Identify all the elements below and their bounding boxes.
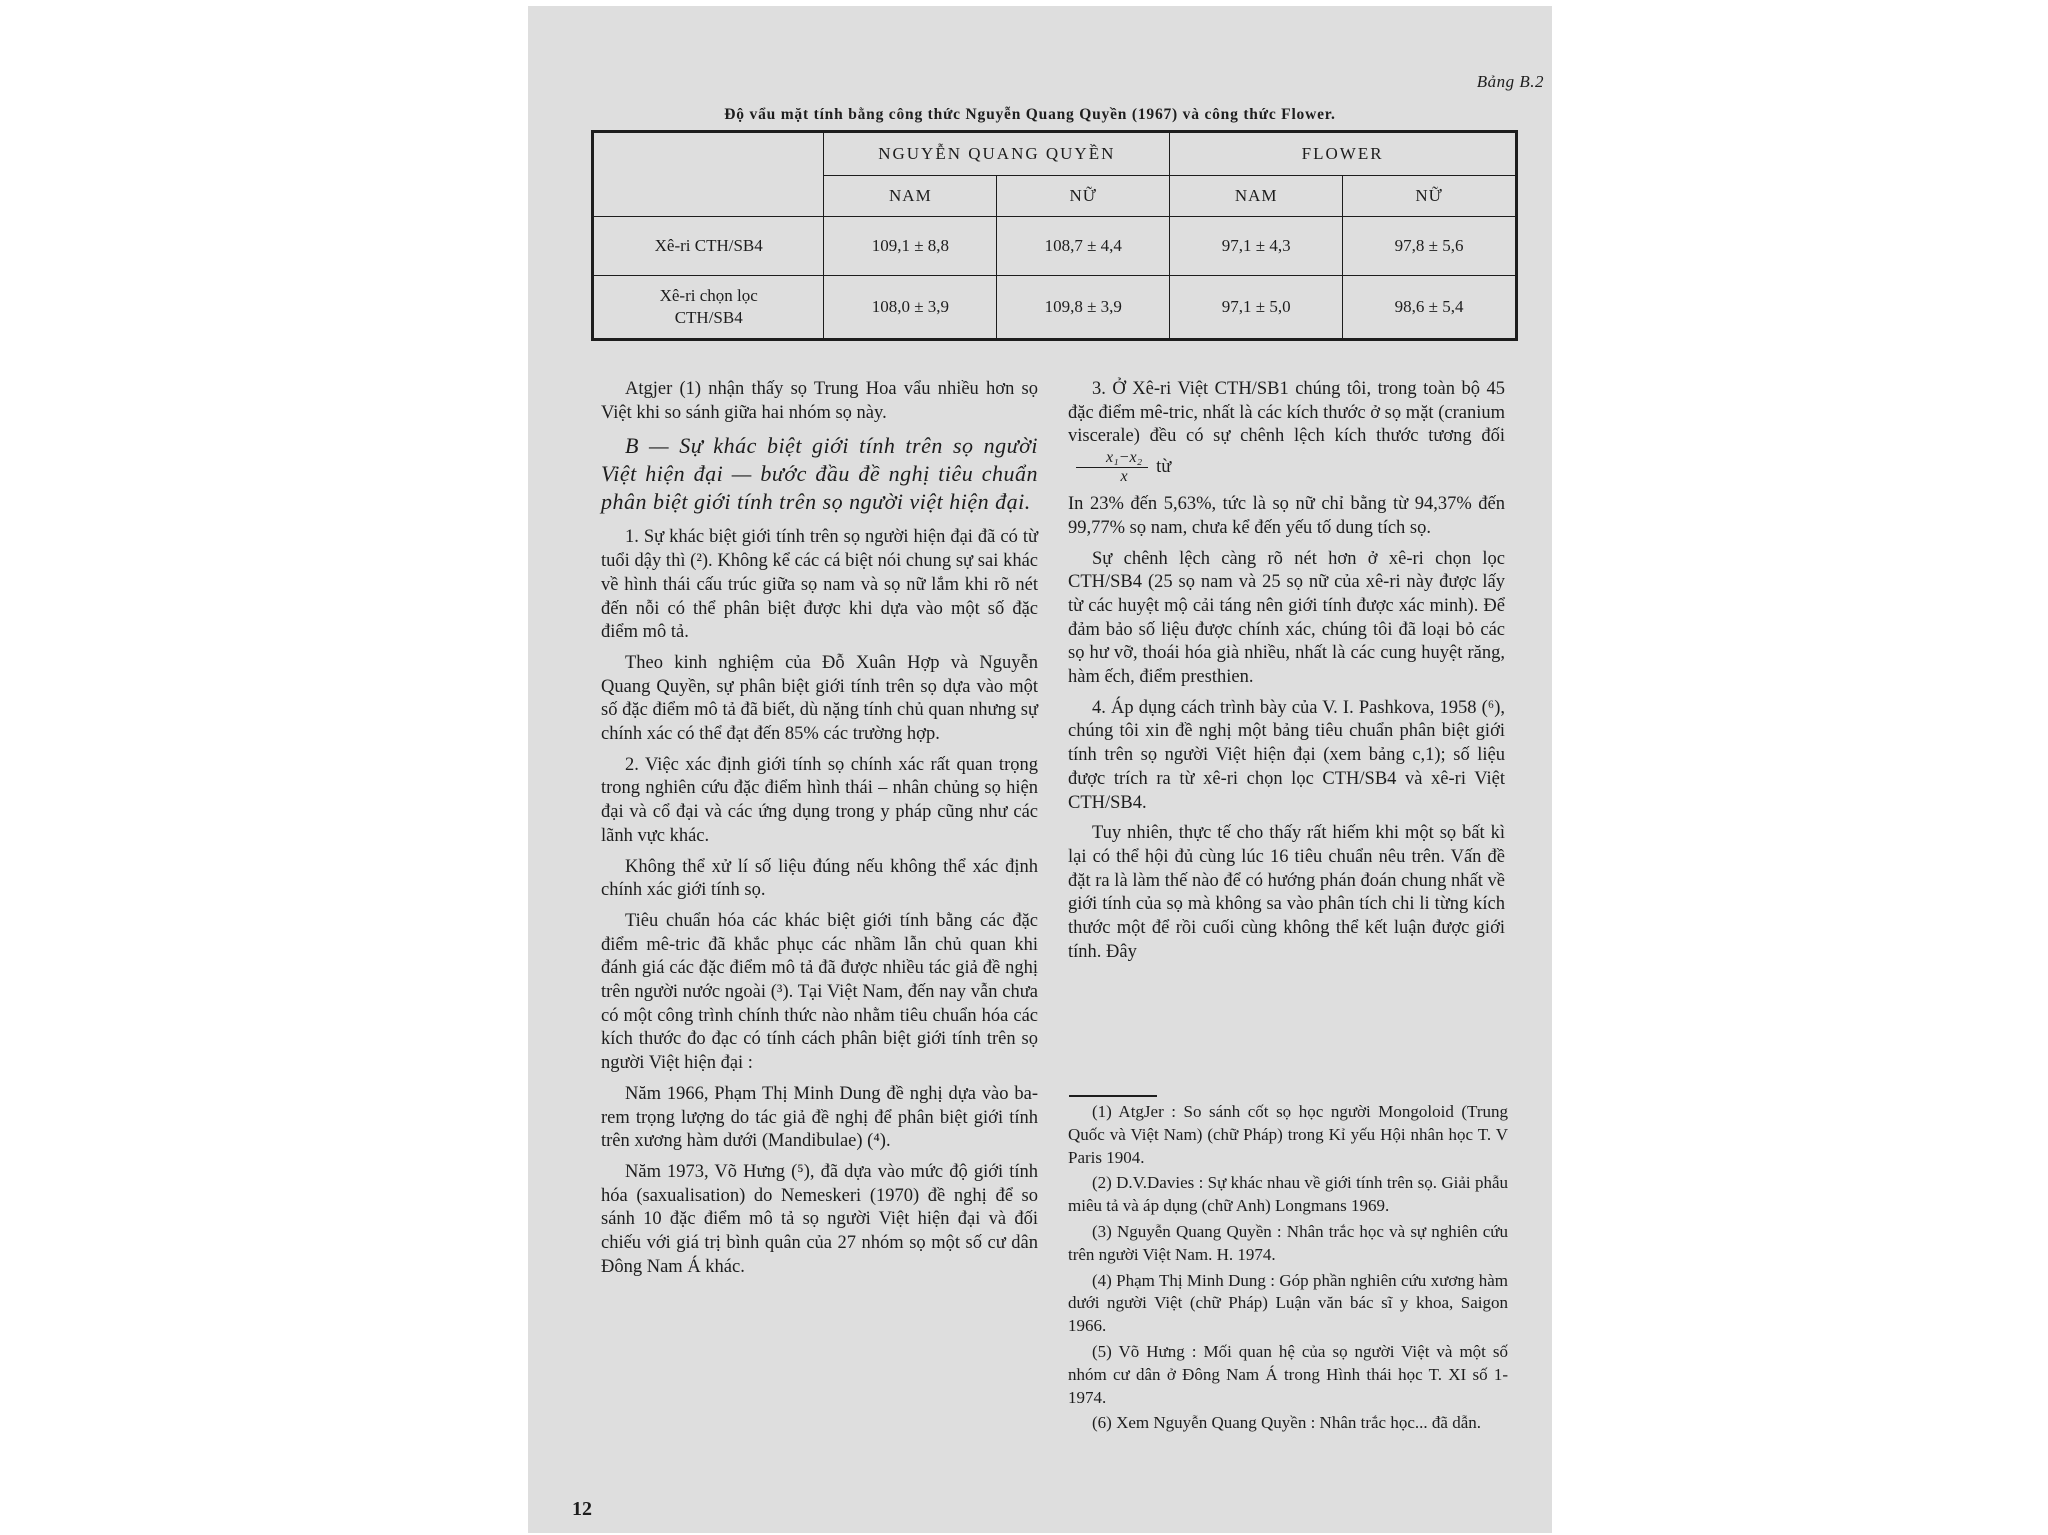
subheader-nqq-male: NAM <box>824 176 997 217</box>
footnotes <box>1068 1101 1508 1438</box>
empty-corner-cell <box>593 132 824 217</box>
footnote: (4) Phạm Thị Minh Dung : Góp phần nghiên cứu xương hàm dưới người Việt (chữ Pháp) Luận văn bác sĩ y khoa, Saigon 1966. <box>1068 1270 1508 1336</box>
paragraph: Năm 1966, Phạm Thị Minh Dung đề nghị dựa vào ba-rem trọng lượng do tác giả đề nghị để phân biệt giới tính trên xương hàm dưới (Mandibulae) (⁴). <box>601 1083 1038 1152</box>
row-label: Xê-ri CTH/SB4 <box>593 217 824 276</box>
subheader-nqq-female: NỮ <box>997 176 1170 217</box>
paragraph: Tuy nhiên, thực tế cho thấy rất hiếm khi một sọ bất kì lại có thể hội đủ cùng lúc 16 tiêu chuẩn nêu trên. Vấn đề đặt ra là làm thế nào để có hướng phán đoán chung nhất về giới tính của sọ mà không sa vào phân tích chi li từng kích thước một để rồi cuối cùng không thể kết luận được giới tính. Đây <box>1068 823 1505 962</box>
table-cell: 98,6 ± 5,4 <box>1343 276 1517 340</box>
table-caption: Độ vẩu mặt tính bằng công thức Nguyễn Quang Quyền (1967) và công thức Flower. <box>724 106 1336 123</box>
section-heading: B — Sự khác biệt giới tính trên sọ người Việt hiện đại — bước đầu đề nghị tiêu chuẩn phân biệt giới tính trên sọ người việt hiện đại. <box>601 433 1038 515</box>
footnote-separator <box>1069 1095 1157 1097</box>
footnote: (6) Xem Nguyễn Quang Quyền : Nhân trắc học... đã dẫn. <box>1092 1413 1481 1433</box>
paragraph: Theo kinh nghiệm của Đỗ Xuân Hợp và Nguyễn Quang Quyền, sự phân biệt giới tính trên sọ dựa vào một số đặc điểm mô tả đã biết, dù nặng tính chủ quan nhưng sự chính xác có thể đạt đến 85% các trường hợp. <box>601 652 1038 745</box>
paragraph: Atgjer (1) nhận thấy sọ Trung Hoa vẩu nhiều hơn sọ Việt khi so sánh giữa hai nhóm sọ này. <box>601 379 1038 423</box>
page-number: 12 <box>572 1498 592 1520</box>
paragraph: Tiêu chuẩn hóa các khác biệt giới tính bằng các đặc điểm mê-tric đã khắc phục các nhầm lẫn chủ quan khi đánh giá các đặc điểm mô tả đã được nhiều tác giả đề nghị trên người nước ngoài (³). Tại Việt Nam, đến nay vẫn chưa có một công trình chính thức nào nhằm tiêu chuẩn hóa các kích thước đo đạc có tính cách phân biệt giới tính trên sọ người Việt hiện đại : <box>601 910 1038 1074</box>
paragraph: Không thể xử lí số liệu đúng nếu không thể xác định chính xác giới tính sọ. <box>601 856 1038 901</box>
table-cell: 97,8 ± 5,6 <box>1343 217 1517 276</box>
footnote: (3) Nguyễn Quang Quyền : Nhân trắc học và sự nghiên cứu trên người Việt Nam. H. 1974. <box>1068 1221 1508 1264</box>
group-header-nqq: NGUYỄN QUANG QUYỀN <box>824 132 1170 176</box>
table-cell: 97,1 ± 5,0 <box>1170 276 1343 340</box>
table-cell: 97,1 ± 4,3 <box>1170 217 1343 276</box>
scanned-page <box>528 6 1552 1533</box>
table-reference: Bảng B.2 <box>1476 72 1544 91</box>
table-cell: 108,7 ± 4,4 <box>997 217 1170 276</box>
paragraph: Sự chênh lệch càng rõ nét hơn ở xê-ri chọn lọc CTH/SB4 (25 sọ nam và 25 sọ nữ của xê-ri này được lấy từ các huyệt mộ cải táng nên giới tính được xác minh). Để đảm bảo số liệu được chính xác, chúng tôi đã loại bỏ các sọ hư vỡ, thoái hóa già nhiều, nhất là các cung huyệt răng, hàm ếch, điểm presthien. <box>1068 548 1505 688</box>
footnote: (1) AtgJer : So sánh cốt sọ học người Mongoloid (Trung Quốc và Việt Nam) (chữ Pháp) trong Kỉ yếu Hội nhân học T. V Paris 1904. <box>1068 1102 1508 1167</box>
row-label: Xê-ri chọn lọc CTH/SB4 <box>593 276 824 340</box>
right-column <box>1068 378 1505 971</box>
relative-difference-formula: $\frac{\text{x₁−x₂}}{x}$ <box>1076 449 1148 486</box>
paragraph: 4. Áp dụng cách trình bày của V. I. Pashkova, 1958 (⁶), chúng tôi xin đề nghị một bảng tiêu chuẩn phân biệt giới tính trên sọ người Việt hiện đại (xem bảng c,1); số liệu được trích ra từ xê-ri chọn lọc CTH/SB4 và xê-ri Việt CTH/SB4. <box>1068 697 1505 813</box>
paragraph: 2. Việc xác định giới tính sọ chính xác rất quan trọng trong nghiên cứu đặc điểm hình thái – nhân chủng sọ hiện đại và cổ đại và các ứng dụng trong y pháp cũng như các lãnh vực khác. <box>601 754 1038 846</box>
table-cell: 109,1 ± 8,8 <box>824 217 997 276</box>
footnote: (2) D.V.Davies : Sự khác nhau về giới tính trên sọ. Giải phẫu miêu tả và áp dụng (chữ Anh) Longmans 1969. <box>1068 1173 1508 1216</box>
table-row <box>593 217 1517 276</box>
left-column <box>601 378 1038 1287</box>
table-cell: 109,8 ± 3,9 <box>997 276 1170 340</box>
facial-prognathism-table <box>591 130 1518 341</box>
table-cell: 108,0 ± 3,9 <box>824 276 997 340</box>
paragraph: 3. Ở Xê-ri Việt CTH/SB1 chúng tôi, trong toàn bộ 45 đặc điểm mê-tric, nhất là các kích thước ở sọ mặt (cranium viscerale) đều có sự chênh lệch kích thước tương đối $\frac{\text{x₁−x₂}}{x}$ từ <box>1068 379 1505 486</box>
paragraph: In 23% đến 5,63%, tức là sọ nữ chỉ bằng từ 94,37% đến 99,77% sọ nam, chưa kể đến yếu tố dung tích sọ. <box>1068 494 1505 538</box>
group-header-flower: FLOWER <box>1170 132 1517 176</box>
footnote: (5) Võ Hưng : Mối quan hệ của sọ người Việt và một số nhóm cư dân ở Đông Nam Á trong Hình thái học T. XI số 1-1974. <box>1068 1341 1508 1407</box>
subheader-flower-male: NAM <box>1170 176 1343 217</box>
paragraph: 1. Sự khác biệt giới tính trên sọ người hiện đại đã có từ tuổi dậy thì (²). Không kể các cá biệt nói chung sự sai khác về hình thái cấu trúc giữa sọ nam và sọ nữ lắm khi rõ nét đến nỗi có thể phân biệt được khi dựa vào một số đặc điểm mô tả. <box>601 527 1038 643</box>
subheader-flower-female: NỮ <box>1343 176 1517 217</box>
table-row <box>593 276 1517 340</box>
paragraph: Năm 1973, Võ Hưng (⁵), đã dựa vào mức độ giới tính hóa (saxualisation) do Nemeskeri (1970) đề nghị để so sánh 10 đặc điểm mô tả sọ người Việt hiện đại và đối chiếu với giá trị bình quân của 27 nhóm sọ một số cư dân Đông Nam Á khác. <box>601 1161 1038 1277</box>
